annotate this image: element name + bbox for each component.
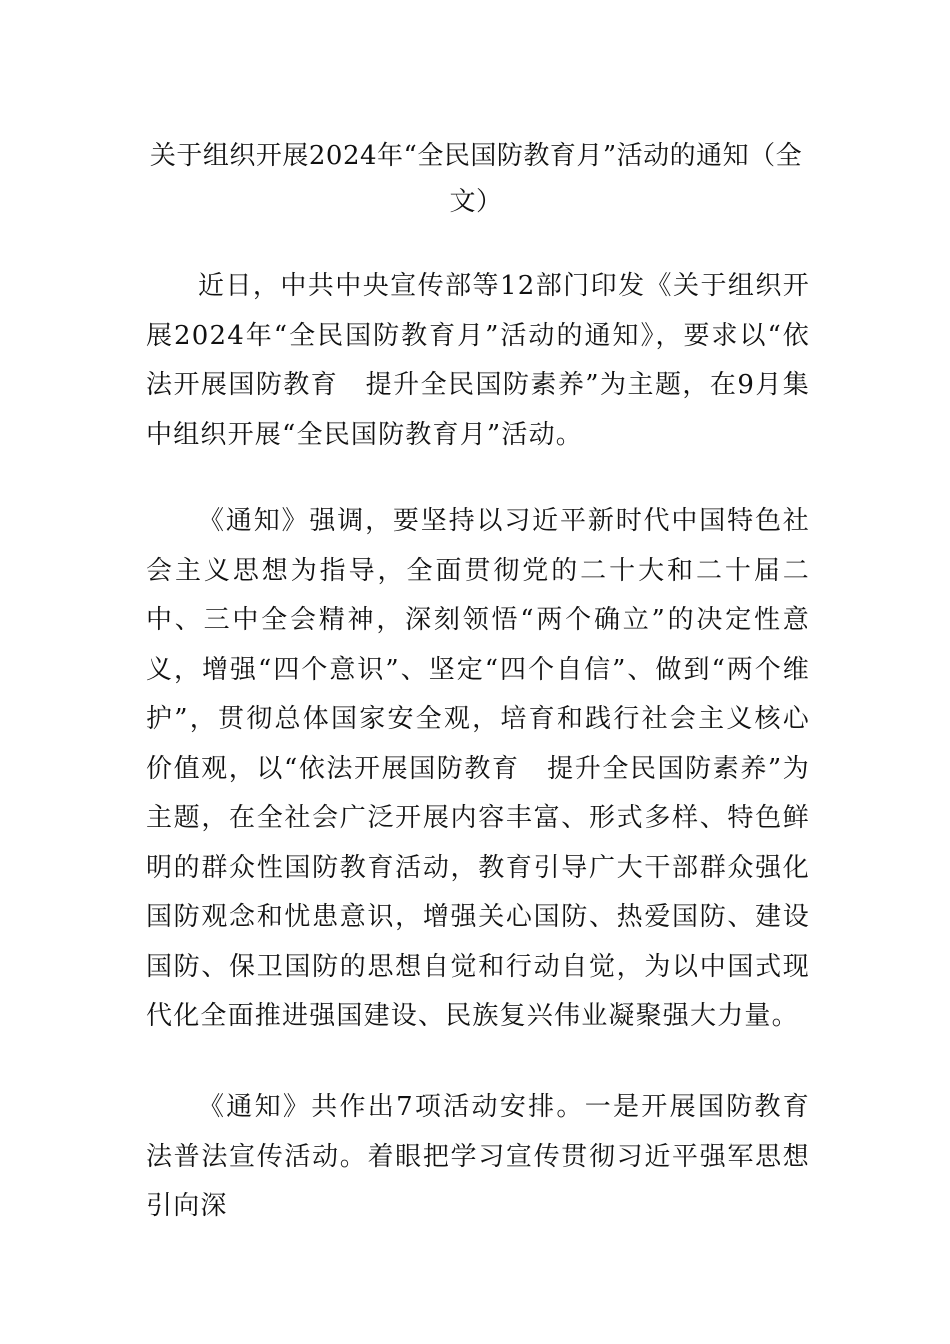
- paragraph-arrangements: 《通知》共作出7项活动安排。一是开展国防教育法普法宣传活动。着眼把学习宣传贯彻习近平强军思想引向深: [146, 1092, 810, 1221]
- paragraph-intro: 近日，中共中央宣传部等12部门印发《关于组织开展2024年“全民国防教育月”活动的通知》，要求以“依法开展国防教育 提升全民国防素养”为主题，在9月集中组织开展“全民国防教育月”活动。: [146, 271, 810, 450]
- document-title: 关于组织开展2024年“全民国防教育月”活动的通知（全文）: [149, 141, 803, 217]
- paragraph-emphasis: 《通知》强调，要坚持以习近平新时代中国特色社会主义思想为指导，全面贯彻党的二十大和二十届二中、三中全会精神，深刻领悟“两个确立”的决定性意义，增强“四个意识”、坚定“四个自信”、做到“两个维护”，贯彻总体国家安全观，培育和践行社会主义核心价值观，以“依法开展国防教育 提升全民国防素养”为主题，在全社会广泛开展内容丰富、形式多样、特色鲜明的群众性国防教育活动，教育引导广大干部群众强化国防观念和忧患意识，增强关心国防、热爱国防、建设国防、保卫国防的思想自觉和行动自觉，为以中国式现代化全面推进强国建设、民族复兴伟业凝聚强大力量。: [146, 506, 810, 1031]
